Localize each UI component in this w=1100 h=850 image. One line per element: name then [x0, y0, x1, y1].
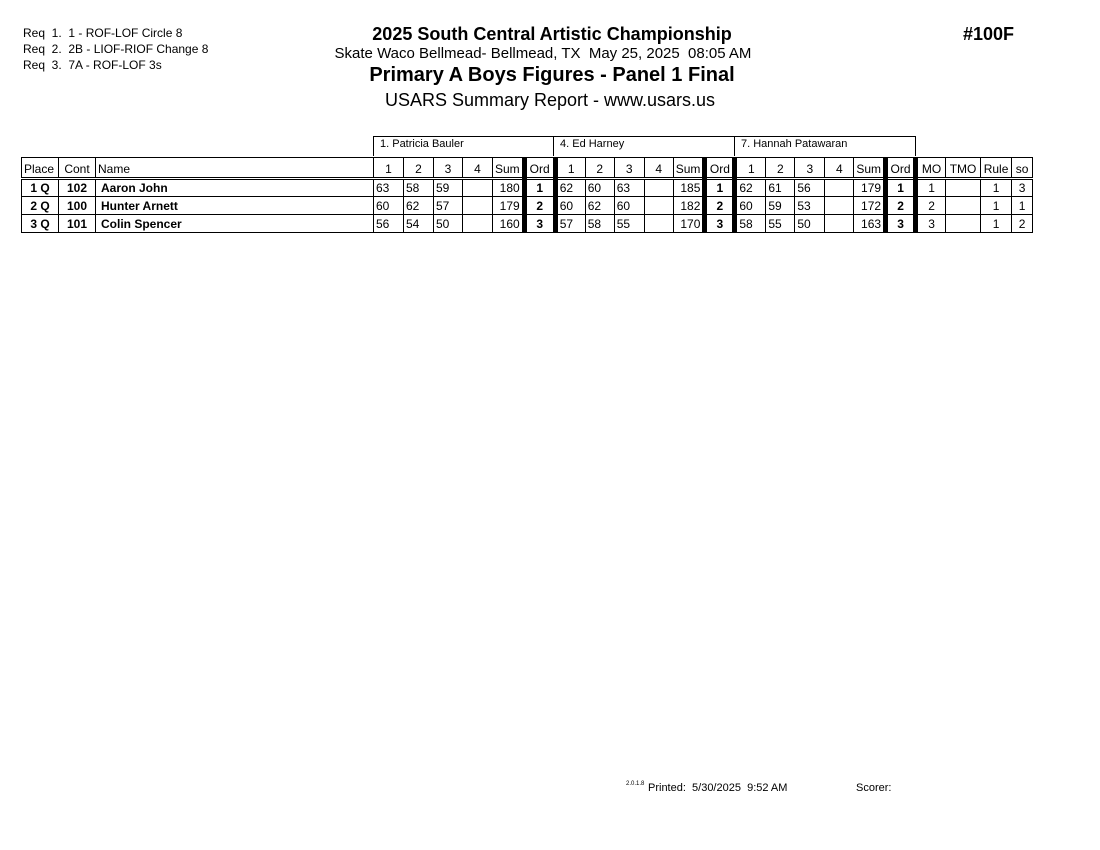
j2-score-3: 63 — [614, 179, 644, 197]
j1-col-sum: Sum — [493, 158, 525, 179]
j2-score-2: 58 — [585, 215, 614, 233]
j3-ord: 1 — [886, 179, 916, 197]
j2-sum: 182 — [673, 197, 705, 215]
j1-score-4 — [463, 215, 493, 233]
j2-col-4: 4 — [644, 158, 673, 179]
scorer-label: Scorer: — [856, 782, 892, 794]
j3-col-2: 2 — [766, 158, 795, 179]
col-name: Name — [96, 158, 374, 179]
j3-score-1: 60 — [735, 197, 766, 215]
j1-sum: 160 — [493, 215, 525, 233]
so: 3 — [1012, 179, 1033, 197]
j3-score-2: 55 — [766, 215, 795, 233]
event-title: Primary A Boys Figures - Panel 1 Final — [369, 64, 735, 86]
j3-sum: 179 — [854, 179, 886, 197]
version-label: 2.0.1.8 — [626, 781, 645, 787]
j2-col-ord: Ord — [705, 158, 735, 179]
rule: 1 — [981, 197, 1012, 215]
j3-ord: 2 — [886, 197, 916, 215]
judge-3-header: 7. Hannah Patawaran — [734, 136, 916, 156]
j2-col-2: 2 — [585, 158, 614, 179]
mo: 1 — [916, 179, 946, 197]
j2-score-2: 60 — [585, 179, 614, 197]
j1-score-2: 62 — [404, 197, 434, 215]
so: 2 — [1012, 215, 1033, 233]
table-row — [22, 215, 1033, 233]
skater-name: Colin Spencer — [96, 215, 374, 233]
col-tmo: TMO — [946, 158, 981, 179]
j1-score-3: 59 — [434, 179, 463, 197]
cont-number: 100 — [59, 197, 96, 215]
j1-col-4: 4 — [463, 158, 493, 179]
place: 3 Q — [22, 215, 59, 233]
table-row — [22, 197, 1033, 215]
j1-score-1: 56 — [374, 215, 404, 233]
j1-score-2: 58 — [404, 179, 434, 197]
j2-col-sum: Sum — [673, 158, 705, 179]
judge-1-header: 1. Patricia Bauler — [373, 136, 554, 156]
j3-col-3: 3 — [795, 158, 825, 179]
j3-score-3: 53 — [795, 197, 825, 215]
report-title: USARS Summary Report - www.usars.us — [384, 90, 716, 110]
championship-title: 2025 South Central Artistic Championship — [372, 24, 732, 44]
j1-score-1: 60 — [374, 197, 404, 215]
j3-sum: 163 — [854, 215, 886, 233]
j3-score-3: 50 — [795, 215, 825, 233]
j2-ord: 3 — [705, 215, 735, 233]
rule: 1 — [981, 179, 1012, 197]
j2-score-4 — [644, 215, 673, 233]
results-table — [21, 157, 1033, 233]
j2-score-1: 62 — [555, 179, 585, 197]
j3-sum: 172 — [854, 197, 886, 215]
tmo — [946, 197, 981, 215]
j3-ord: 3 — [886, 215, 916, 233]
j2-ord: 2 — [705, 197, 735, 215]
j2-ord: 1 — [705, 179, 735, 197]
j3-score-4 — [825, 197, 854, 215]
j3-score-3: 56 — [795, 179, 825, 197]
col-so: so — [1012, 158, 1033, 179]
j1-ord: 3 — [524, 215, 555, 233]
place: 2 Q — [22, 197, 59, 215]
so: 1 — [1012, 197, 1033, 215]
place: 1 Q — [22, 179, 59, 197]
tmo — [946, 215, 981, 233]
col-place: Place — [22, 158, 59, 179]
j2-col-1: 1 — [555, 158, 585, 179]
j1-col-1: 1 — [374, 158, 404, 179]
col-cont: Cont — [59, 158, 96, 179]
j1-score-3: 50 — [434, 215, 463, 233]
event-id: #100F — [963, 24, 1015, 44]
j2-score-1: 60 — [555, 197, 585, 215]
j2-score-3: 60 — [614, 197, 644, 215]
venue-date: Skate Waco Bellmead- Bellmead, TX May 25, 2025 08:05 AM — [334, 45, 752, 62]
table-row — [22, 179, 1033, 197]
mo: 3 — [916, 215, 946, 233]
j1-sum: 179 — [493, 197, 525, 215]
skater-name: Aaron John — [96, 179, 374, 197]
requirement-2: Req 2. 2B - LIOF-RIOF Change 8 — [23, 42, 209, 56]
j2-score-3: 55 — [614, 215, 644, 233]
j1-score-3: 57 — [434, 197, 463, 215]
j3-col-4: 4 — [825, 158, 854, 179]
j1-ord: 2 — [524, 197, 555, 215]
mo: 2 — [916, 197, 946, 215]
j1-score-1: 63 — [374, 179, 404, 197]
col-rule: Rule — [981, 158, 1012, 179]
printed-timestamp: Printed: 5/30/2025 9:52 AM — [648, 782, 788, 794]
rule: 1 — [981, 215, 1012, 233]
table-header-row — [22, 158, 1033, 179]
j3-score-1: 62 — [735, 179, 766, 197]
j2-score-2: 62 — [585, 197, 614, 215]
j3-col-sum: Sum — [854, 158, 886, 179]
requirement-1: Req 1. 1 - ROF-LOF Circle 8 — [23, 26, 183, 40]
j3-score-1: 58 — [735, 215, 766, 233]
cont-number: 102 — [59, 179, 96, 197]
cont-number: 101 — [59, 215, 96, 233]
j3-col-1: 1 — [735, 158, 766, 179]
j1-ord: 1 — [524, 179, 555, 197]
j3-col-ord: Ord — [886, 158, 916, 179]
j1-score-2: 54 — [404, 215, 434, 233]
j3-score-2: 59 — [766, 197, 795, 215]
j1-col-3: 3 — [434, 158, 463, 179]
j1-sum: 180 — [493, 179, 525, 197]
j1-col-2: 2 — [404, 158, 434, 179]
col-mo: MO — [916, 158, 946, 179]
j2-sum: 185 — [673, 179, 705, 197]
j2-score-1: 57 — [555, 215, 585, 233]
j2-col-3: 3 — [614, 158, 644, 179]
j1-col-ord: Ord — [524, 158, 555, 179]
j2-score-4 — [644, 179, 673, 197]
requirement-3: Req 3. 7A - ROF-LOF 3s — [23, 58, 162, 72]
j2-sum: 170 — [673, 215, 705, 233]
judge-2-header: 4. Ed Harney — [553, 136, 735, 156]
j1-score-4 — [463, 197, 493, 215]
tmo — [946, 179, 981, 197]
j3-score-4 — [825, 179, 854, 197]
j3-score-2: 61 — [766, 179, 795, 197]
j1-score-4 — [463, 179, 493, 197]
skater-name: Hunter Arnett — [96, 197, 374, 215]
j2-score-4 — [644, 197, 673, 215]
j3-score-4 — [825, 215, 854, 233]
